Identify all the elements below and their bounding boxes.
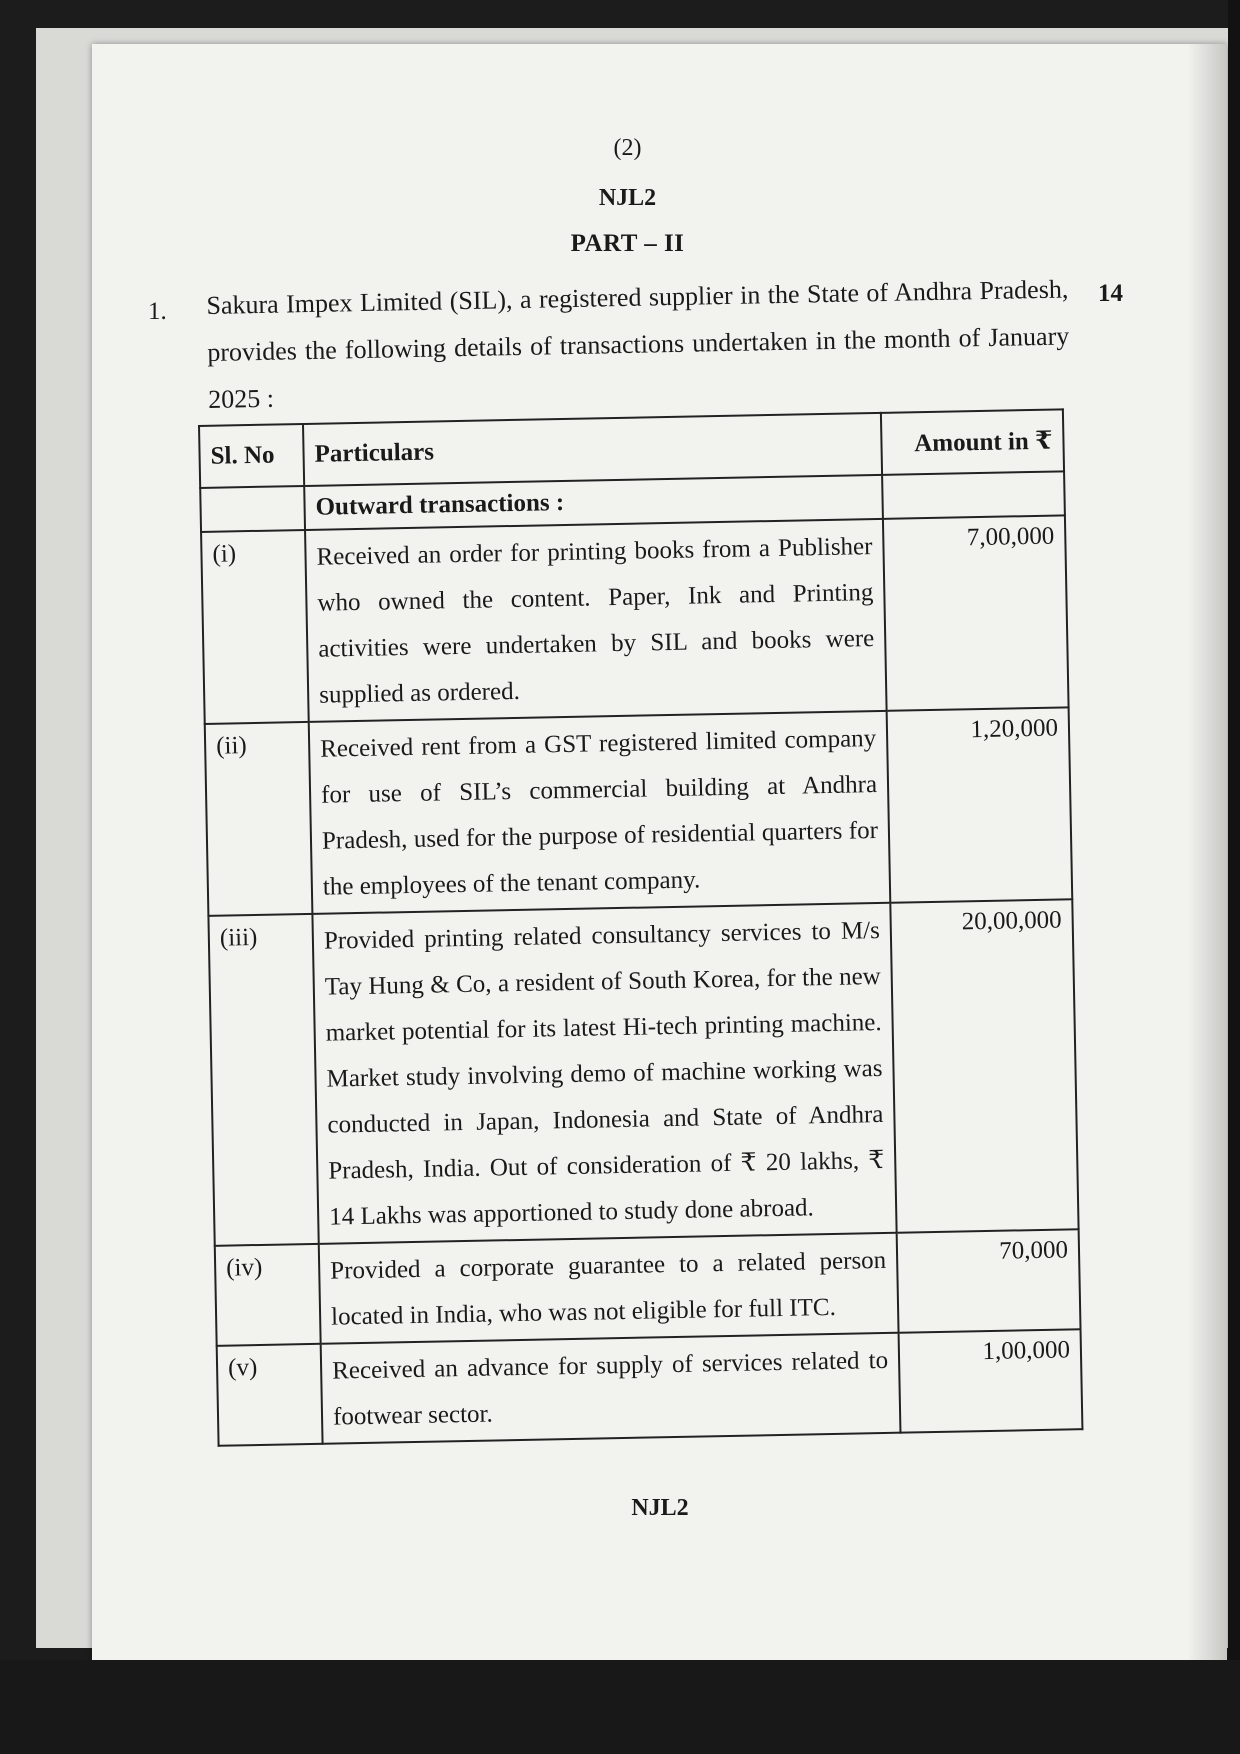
table-row — [215, 1229, 1081, 1346]
row-particulars: Provided printing related consultancy services to M/s Tay Hung & Co, a resident of South Korea, for the new market potential for its latest Hi-tech printing machine. Market study involving demo of machine working was conducted in Japan, Indonesia and State of Andhra Pradesh, India. Out of consideration of ₹ 20 lakhs, ₹ 14 Lakhs was apportioned to study done abroad. — [312, 903, 896, 1244]
row-sl: (iv) — [215, 1244, 321, 1346]
row-amount: 70,000 — [897, 1229, 1081, 1332]
row-particulars: Received rent from a GST registered limited company for use of SIL’s commercial building at Andhra Pradesh, used for the purpose of residential quarters for the employees of the tenant company. — [309, 711, 891, 914]
footer-paper-code: NJL2 — [631, 1495, 689, 1521]
section-amount-cell — [882, 471, 1065, 518]
transactions-table — [198, 408, 1083, 1446]
question-number: 1. — [148, 298, 167, 325]
row-amount: 1,00,000 — [899, 1329, 1083, 1432]
section-sl-cell — [200, 486, 305, 532]
scan-edge — [1228, 0, 1240, 1754]
row-particulars: Provided a corporate guarantee to a related person located in India, who was not eligible for full ITC. — [319, 1233, 899, 1344]
header-particulars: Particulars — [303, 413, 882, 486]
row-sl: (i) — [201, 530, 309, 724]
row-amount: 20,00,000 — [890, 899, 1078, 1232]
row-amount: 1,20,000 — [887, 707, 1073, 902]
question-marks: 14 — [1098, 280, 1123, 307]
table-row — [201, 515, 1069, 724]
row-particulars: Received an order for printing books from a Publisher who owned the content. Paper, Ink and Printing activities were undertaken by SIL and books were supplied as ordered. — [305, 519, 887, 722]
header-sl-no: Sl. No — [199, 424, 304, 488]
page-number: (2) — [613, 135, 642, 161]
question-text: Sakura Impex Limited (SIL), a registered supplier in the State of Andhra Pradesh, provides the following details of transactions undertaken in the month of January 2025 : — [206, 274, 1070, 414]
table-row — [208, 899, 1078, 1246]
section-title: Outward transactions : — [304, 475, 883, 530]
row-sl: (iii) — [208, 914, 318, 1246]
table-row — [217, 1329, 1083, 1446]
transactions-table-wrapper — [198, 408, 1083, 1446]
row-amount: 7,00,000 — [883, 515, 1069, 710]
row-sl: (v) — [217, 1344, 323, 1446]
row-particulars: Received an advance for supply of services related to footwear sector. — [321, 1333, 901, 1444]
table-row — [205, 707, 1073, 916]
part-heading: PART – II — [570, 230, 685, 257]
scan-background — [0, 1660, 1240, 1754]
paper-code: NJL2 — [598, 185, 657, 211]
row-sl: (ii) — [205, 722, 313, 916]
header-amount: Amount in ₹ — [881, 409, 1064, 474]
